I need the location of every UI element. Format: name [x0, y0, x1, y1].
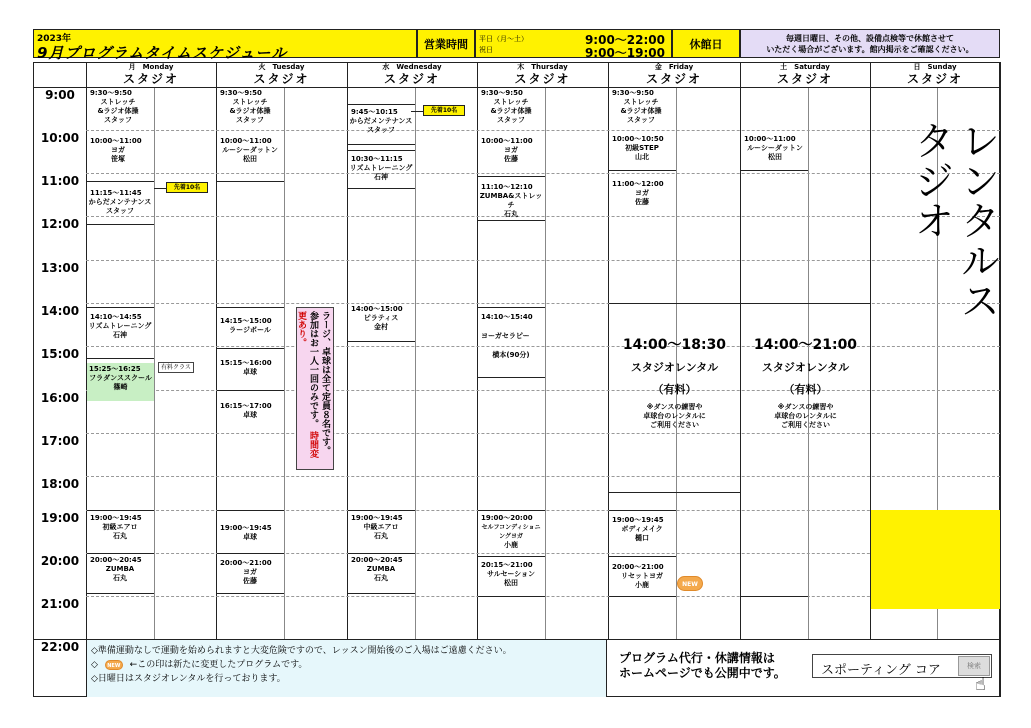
class-time: 10:00〜11:00 — [220, 137, 272, 145]
class-name: ヨガ — [504, 146, 518, 154]
class-mon-1 — [88, 89, 148, 125]
class-name: ヨーガセラピー — [481, 332, 530, 340]
class-time: 19:00〜19:45 — [90, 514, 142, 522]
time-label: 22:00 — [40, 640, 80, 654]
footer-note3: ◇日曜日はスタジオレンタルを行っております。 — [91, 674, 286, 684]
footer-notes — [86, 640, 606, 697]
class-mon-2 — [88, 137, 148, 164]
search-input[interactable]: スポーティング コア — [821, 663, 941, 678]
class-instructor: 石神 — [374, 173, 388, 181]
time-label: 11:00 — [40, 174, 80, 188]
class-wed-5 — [349, 556, 413, 583]
time-label: 17:00 — [40, 434, 80, 448]
class-instructor: 石丸 — [113, 532, 127, 540]
class-instructor: 佐藤 — [243, 577, 257, 585]
class-tue-5 — [218, 402, 282, 420]
class-wed-2 — [349, 155, 413, 182]
class-fri-2 — [610, 135, 674, 162]
grid-column-line — [1000, 62, 1001, 697]
class-time: 19:00〜19:45 — [220, 524, 272, 532]
studio-label: スタジオ — [253, 72, 310, 86]
footer-info-line1: プログラム代行・休講情報は — [619, 651, 775, 665]
day-header — [608, 62, 740, 87]
class-name: リズムトレーニング — [88, 322, 152, 330]
class-time: 9:30〜9:50 — [220, 89, 262, 97]
class-instructor: 金村 — [374, 323, 388, 331]
sunday-rental-studio: レンタルスタジオ — [908, 120, 1000, 320]
day-name: 月 Monday — [128, 63, 174, 71]
hours-label: 営業時間 — [417, 29, 475, 58]
class-instructor: 樋口 — [635, 534, 649, 542]
new-badge-legend: NEW — [105, 660, 123, 670]
class-time: 9:30〜9:50 — [90, 89, 132, 97]
day-header — [347, 62, 477, 87]
footer-note1: ◇準備運動なしで運動を始められますと大変危険ですので、レッスン開始後のご入場はご遠慮ください。 — [91, 646, 512, 656]
class-thu-4 — [479, 313, 543, 360]
grid-subcolumn-line — [415, 87, 416, 639]
class-mon-6 — [88, 514, 152, 541]
rental-time: 14:00〜21:00 — [753, 337, 858, 353]
rental-label: スタジオレンタル — [630, 361, 719, 374]
time-label: 15:00 — [40, 347, 80, 361]
day-header — [870, 62, 1000, 87]
first-come-callout-mon: 先着10名 — [166, 182, 208, 193]
time-label: 18:00 — [40, 477, 80, 491]
day-name: 火 Tuesday — [258, 63, 305, 71]
class-instructor: 山北 — [635, 153, 649, 161]
class-time: 14:00〜15:00 — [351, 305, 403, 313]
studio-label: スタジオ — [383, 72, 440, 86]
hour-line — [86, 476, 1000, 477]
class-name: サルセーション — [486, 570, 536, 578]
year-label: 2023年 — [37, 34, 72, 44]
time-label: 9:00 — [45, 88, 75, 102]
class-time: 15:25〜16:25 — [89, 365, 141, 373]
class-name: ストレッチ &ラジオ体操 — [97, 98, 139, 115]
class-time: 11:15〜11:45 — [90, 189, 142, 197]
footer-note2 — [91, 658, 602, 672]
class-name: ヨガ — [243, 568, 257, 576]
note-line3: 時間変更あり。 — [296, 311, 318, 459]
class-instructor: 佐藤 — [504, 155, 518, 163]
class-time: 20:15〜21:00 — [481, 561, 533, 569]
class-name: 卓球 — [243, 368, 257, 376]
class-time: 19:00〜20:00 — [481, 514, 533, 522]
class-tue-1 — [218, 89, 282, 125]
tue-table-tennis-note — [296, 307, 334, 470]
rental-label: スタジオレンタル — [761, 361, 850, 374]
class-thu-3 — [479, 183, 543, 219]
class-instructor: スタッフ — [104, 116, 132, 124]
class-name: ヨガ — [635, 189, 649, 197]
paid-class-tag: 有料クラス — [158, 362, 194, 373]
weekday-label: 平日（月〜土） — [479, 35, 528, 43]
grid-subcolumn-line — [284, 87, 285, 639]
hours-block — [475, 29, 672, 58]
class-instructor: 小鹿 — [504, 541, 518, 549]
class-time: 9:45〜10:15 — [351, 108, 398, 116]
class-time: 20:00〜21:00 — [220, 559, 272, 567]
class-time: 19:00〜19:45 — [351, 514, 403, 522]
class-instructor: 松田 — [243, 155, 257, 163]
class-name: からだメンテナンス — [349, 117, 413, 125]
footer-info — [606, 640, 1000, 697]
class-name: リセットヨガ — [621, 572, 663, 580]
grid-subcolumn-line — [154, 87, 155, 639]
hour-line — [86, 216, 1000, 217]
class-fri-1 — [610, 89, 672, 125]
class-time: 14:10〜15:40 — [481, 313, 533, 321]
day-header — [477, 62, 608, 87]
class-time: 10:00〜11:00 — [90, 137, 142, 145]
rental-sat — [741, 336, 870, 430]
class-mon-5 — [87, 363, 154, 401]
rental-note3: ご利用ください — [781, 421, 830, 429]
class-name: セルフコンディショニングヨガ — [481, 524, 541, 540]
time-label: 19:00 — [40, 511, 80, 525]
day-name: 木 Thursday — [517, 63, 568, 71]
class-name: ラージボール — [229, 326, 271, 334]
class-name: ZUMBA — [366, 565, 396, 573]
footer-info-text — [619, 651, 786, 681]
class-time: 11:00〜12:00 — [612, 180, 664, 188]
class-time: 10:00〜11:00 — [481, 137, 533, 145]
time-label: 10:00 — [40, 131, 80, 145]
rental-note2: 卓球台のレンタルに — [774, 412, 837, 420]
class-name: ストレッチ &ラジオ体操 — [229, 98, 271, 115]
title-block — [33, 29, 417, 62]
studio-label: スタジオ — [514, 72, 571, 86]
class-mon-4 — [88, 313, 152, 340]
class-fri-5 — [610, 563, 674, 590]
class-instructor: スタッフ — [106, 207, 134, 215]
class-name: 卓球 — [243, 411, 257, 419]
class-time: 10:30〜11:15 — [351, 155, 403, 163]
hour-line — [86, 173, 1000, 174]
class-time: 20:00〜21:00 — [612, 563, 664, 571]
rental-note1: ※ダンスの練習や — [646, 403, 703, 411]
class-time: 14:10〜14:55 — [90, 313, 142, 321]
studio-label: スタジオ — [776, 72, 833, 86]
class-instructor: 笹塚 — [111, 155, 125, 163]
sunday-yellow-block — [871, 510, 1000, 609]
class-time: 19:00〜19:45 — [612, 516, 664, 524]
class-thu-2 — [479, 137, 543, 164]
class-wed-4 — [349, 514, 413, 541]
class-wed-1 — [349, 108, 413, 135]
class-name: ルーシーダットン — [747, 144, 803, 152]
hour-line — [86, 260, 1000, 261]
class-instructor: 松田 — [768, 153, 782, 161]
class-instructor: スタッフ — [497, 116, 525, 124]
class-thu-5 — [479, 514, 543, 550]
class-instructor: 小鹿 — [635, 581, 649, 589]
class-tue-3 — [218, 317, 282, 335]
day-header — [740, 62, 870, 87]
new-badge: NEW — [677, 576, 703, 591]
class-name: ZUMBA&ストレッチ — [479, 192, 543, 209]
class-time: 9:30〜9:50 — [612, 89, 654, 97]
class-name: ヨガ — [111, 146, 125, 154]
search-box[interactable] — [812, 654, 992, 678]
class-tue-4 — [218, 359, 282, 377]
footer-info-line2: ホームページでも公開中です。 — [619, 666, 786, 680]
class-instructor: スタッフ — [627, 116, 655, 124]
page-title: 9月プログラムタイムスケジュール — [37, 44, 288, 62]
footer-note2-text: ←この印は新たに変更したプログラムです。 — [129, 660, 308, 670]
class-name: ZUMBA — [105, 565, 135, 573]
day-header — [86, 62, 216, 87]
footer-note2-bullet: ◇ — [91, 660, 98, 670]
search-button[interactable]: 検索 — [958, 656, 990, 676]
class-time: 10:00〜11:00 — [744, 135, 796, 143]
class-fri-4 — [610, 516, 674, 543]
header-row-line — [33, 87, 1000, 88]
hour-line — [86, 130, 1000, 131]
rental-time: 14:00〜18:30 — [622, 337, 727, 353]
class-time: 14:15〜15:00 — [220, 317, 272, 325]
class-name: からだメンテナンス — [88, 198, 152, 206]
class-name: ピラティス — [363, 314, 399, 322]
class-thu-1 — [479, 89, 543, 125]
rental-fri — [609, 336, 740, 430]
rental-fee: （有料） — [783, 383, 828, 396]
class-instructor: スタッフ — [236, 116, 264, 124]
class-name: ボディメイク — [621, 525, 663, 533]
class-instructor: 石丸 — [374, 532, 388, 540]
grid-subcolumn-line — [545, 87, 546, 639]
class-instructor: 松田 — [504, 579, 518, 587]
hour-line — [86, 433, 1000, 434]
day-header — [216, 62, 347, 87]
note-line2: 参加はお一人一回のみです。 — [308, 311, 318, 428]
time-label: 20:00 — [40, 554, 80, 568]
class-instructor: スタッフ — [367, 126, 395, 134]
class-name: フラダンススクール — [89, 374, 152, 382]
class-mon-3 — [88, 189, 152, 216]
closed-notice-line1: 毎週日曜日、その他、設備点検等で休館させて — [786, 34, 954, 43]
class-time: 9:30〜9:50 — [481, 89, 523, 97]
class-mon-7 — [88, 556, 152, 583]
class-instructor: 石神 — [113, 331, 127, 339]
closed-label: 休館日 — [672, 29, 740, 58]
class-name: ストレッチ &ラジオ体操 — [620, 98, 662, 115]
class-sat-1 — [742, 135, 808, 162]
class-instructor: 篠崎 — [113, 383, 128, 391]
class-time: 11:10〜12:10 — [481, 183, 533, 191]
class-name: ルーシーダットン — [222, 146, 278, 154]
class-instructor: 佐藤 — [635, 198, 649, 206]
time-label: 21:00 — [40, 597, 80, 611]
time-label: 12:00 — [40, 217, 80, 231]
class-wed-3 — [349, 305, 413, 332]
time-label: 16:00 — [40, 391, 80, 405]
class-time: 16:15〜17:00 — [220, 402, 272, 410]
studio-label: スタジオ — [645, 72, 702, 86]
day-name: 日 Sunday — [913, 63, 957, 71]
class-thu-6 — [479, 561, 543, 588]
class-time: 15:15〜16:00 — [220, 359, 272, 367]
rental-fee: （有料） — [652, 383, 697, 396]
time-label: 14:00 — [40, 304, 80, 318]
note-line1: ラージ、卓球は全て定員８名です。 — [320, 311, 330, 455]
class-name: リズムトレーニング — [349, 164, 413, 172]
studio-label: スタジオ — [906, 72, 963, 86]
class-tue-6 — [218, 524, 282, 542]
class-name: 中級エアロ — [363, 523, 399, 531]
class-instructor: 石丸 — [504, 210, 518, 218]
first-come-callout-wed: 先着10名 — [423, 105, 465, 116]
class-name: 初級STEP — [625, 144, 659, 152]
holiday-label: 祝日 — [479, 46, 493, 54]
class-name: 卓球 — [243, 533, 257, 541]
holiday-hours: 9:00〜19:00 — [584, 46, 665, 60]
class-instructor: 石丸 — [113, 574, 127, 582]
class-time: 10:00〜10:50 — [612, 135, 664, 143]
day-name: 土 Saturday — [780, 63, 830, 71]
time-label: 13:00 — [40, 261, 80, 275]
closed-notice — [740, 29, 1000, 58]
weekday-hours: 9:00〜22:00 — [584, 33, 665, 47]
rental-note2: 卓球台のレンタルに — [643, 412, 706, 420]
pointer-hand-icon: ☝ — [975, 674, 986, 695]
class-name: 初級エアロ — [102, 523, 138, 531]
day-name: 金 Friday — [654, 63, 694, 71]
class-time: 20:00〜20:45 — [351, 556, 403, 564]
rental-note3: ご利用ください — [650, 421, 699, 429]
class-time: 20:00〜20:45 — [90, 556, 142, 564]
closed-notice-line2: いただく場合がございます。館内掲示をご確認ください。 — [766, 45, 974, 54]
studio-label: スタジオ — [122, 72, 179, 86]
class-instructor: 横本(90分) — [492, 351, 530, 359]
rental-note1: ※ダンスの練習や — [777, 403, 834, 411]
day-name: 水 Wednesday — [382, 63, 442, 71]
class-tue-2 — [218, 137, 282, 164]
class-instructor: 石丸 — [374, 574, 388, 582]
class-name: ストレッチ &ラジオ体操 — [490, 98, 532, 115]
class-fri-3 — [610, 180, 674, 207]
class-tue-7 — [218, 559, 282, 586]
